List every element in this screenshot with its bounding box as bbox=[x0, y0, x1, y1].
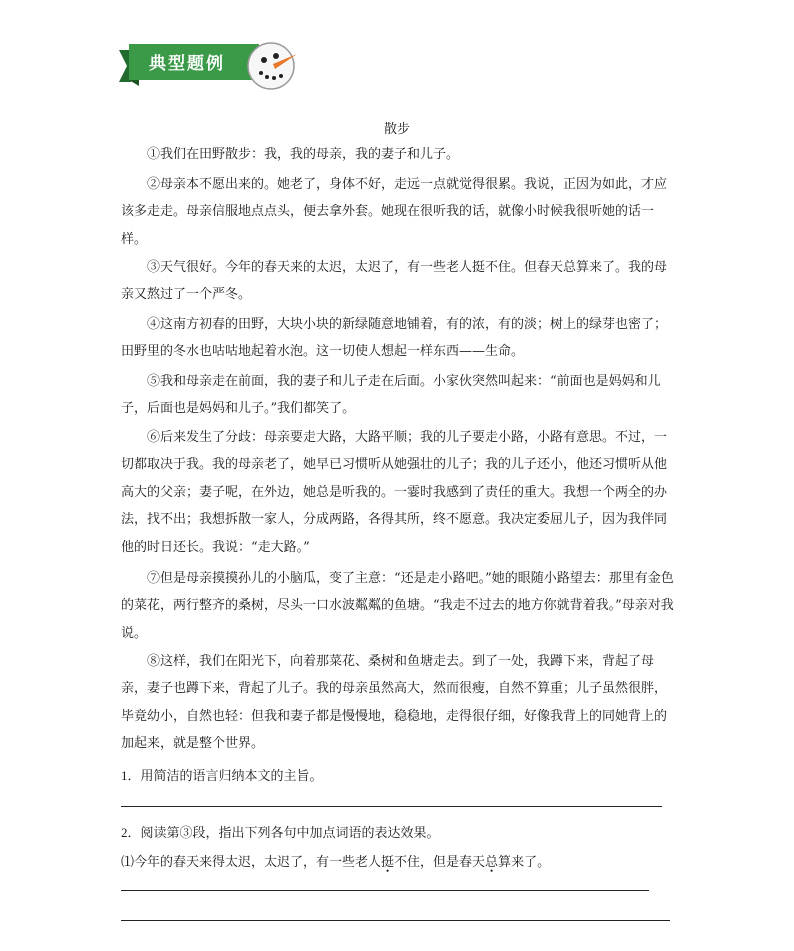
essay-paragraph-3: ③天气很好。今年的春天来的太迟，太迟了，有一些老人挺不住。但春天总算来了。我的母亲又熬过了一个严冬。 bbox=[121, 260, 668, 303]
snowman-icon bbox=[247, 36, 299, 92]
essay-paragraph-4: ④这南方初春的田野，大块小块的新绿随意地铺着，有的浓，有的淡；树上的绿芽也密了；田野里的冬水也咕咕地起着水泡。这一切使人想起一样东西——生命。 bbox=[121, 317, 668, 360]
answer-line-2[interactable] bbox=[121, 890, 649, 891]
essay-paragraph-1: ①我们在田野散步：我，我的母亲，我的妻子和儿子。 bbox=[147, 147, 460, 162]
answer-line-1[interactable] bbox=[121, 806, 662, 807]
banner-label: 典型题例 bbox=[149, 54, 225, 74]
question-1: 1．用简洁的语言归纳本文的主旨。 bbox=[121, 768, 323, 783]
essay-paragraph-2: ②母亲本不愿出来的。她老了，身体不好，走远一点就觉得很累。我说，正因为如此，才应该多走走。母亲信服地点点头，便去拿外套。她现在很听我的话，就像小时候我很听她的话一样。 bbox=[121, 177, 668, 247]
question-2-item-1: ⑴今年的春天来得太迟，太迟了，有一些老人挺不住，但是春天总算来了。 bbox=[121, 854, 551, 869]
answer-line-3[interactable] bbox=[121, 920, 670, 921]
essay-title: 散步 bbox=[383, 122, 410, 137]
essay-paragraph-7: ⑦但是母亲摸摸孙儿的小脑瓜，变了主意：“还是走小路吧。”她的眼随小路望去：那里有金色的菜花，两行整齐的桑树，尽头一口水波粼粼的鱼塘。“我走不过去的地方你就背着我。”母亲对我说。 bbox=[121, 571, 674, 641]
emphasis-word-zong: 总 bbox=[485, 854, 499, 869]
essay-paragraph-8: ⑧这样，我们在阳光下，向着那菜花、桑树和鱼塘走去。到了一处，我蹲下来，背起了母亲，妻子也蹲下来，背起了儿子。我的母亲虽然高大，然而很瘦，自然不算重；儿子虽然很胖，毕竟幼小，自然也轻：但我和妻子都是慢慢地，稳稳地，走得很仔细，好像我背上的同她背上的加起来，就是整个世界。 bbox=[121, 654, 668, 752]
question-2: 2．阅读第③段，指出下列各句中加点词语的表达效果。 bbox=[121, 825, 440, 840]
emphasis-word-ting: 挺 bbox=[381, 854, 395, 869]
section-banner bbox=[119, 36, 299, 92]
essay-paragraph-5: ⑤我和母亲走在前面，我的妻子和儿子走在后面。小家伙突然叫起来：“前面也是妈妈和儿子，后面也是妈妈和儿子。”我们都笑了。 bbox=[121, 374, 661, 417]
essay-paragraph-6: ⑥后来发生了分歧：母亲要走大路，大路平顺；我的儿子要走小路，小路有意思。不过，一切都取决于我。我的母亲老了，她早已习惯听从她强壮的儿子；我的儿子还小，他还习惯听从他高大的父亲；妻子呢，在外边，她总是听我的。一霎时我感到了责任的重大。我想一个两全的办法，找不出；我想拆散一家人，分成两路，各得其所，终不愿意。我决定委屈儿子，因为我伴同他的时日还长。我说：“走大路。” bbox=[121, 430, 668, 555]
